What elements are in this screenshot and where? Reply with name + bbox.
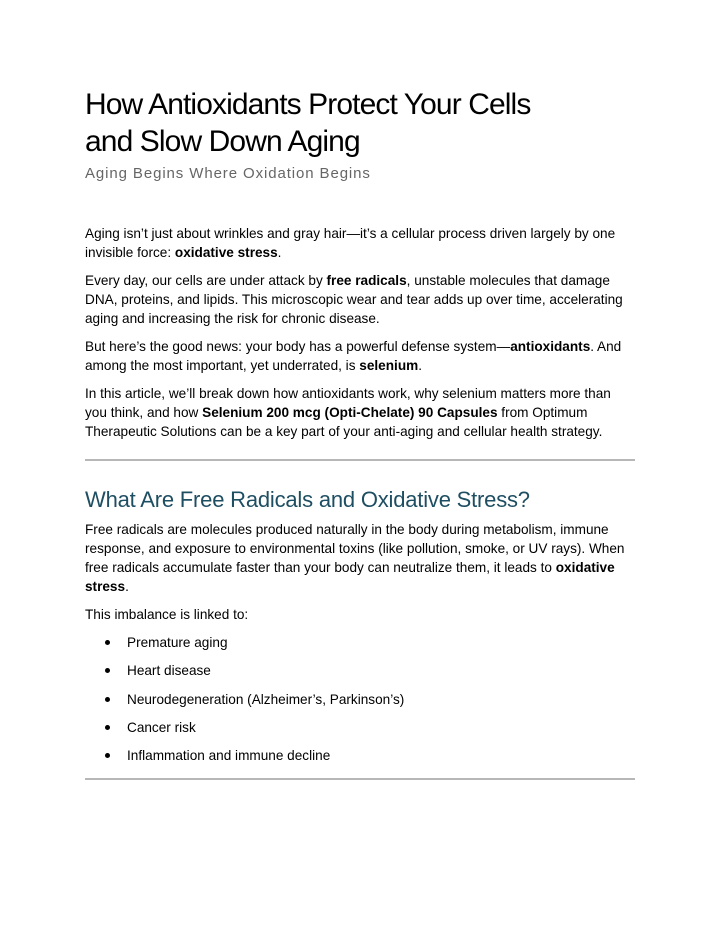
section-heading: What Are Free Radicals and Oxidative Stress? [85,487,530,512]
bullet-dot-icon [105,640,110,645]
bullet-list [85,633,635,765]
list-item: Cancer risk [85,718,635,737]
article-subtitle: Aging Begins Where Oxidation Begins [85,165,371,182]
intro-paragraph-2: Every day, our cells are under attack by free radicals, unstable molecules that damage DNA, proteins, and lipids. This microscopic wear and tear adds up over time, accelerating aging and increasing the risk for chronic disease. [85,273,623,326]
list-item: Inflammation and immune decline [85,746,635,765]
bold-term: oxidative stress [85,560,615,594]
bold-term: free radicals [326,273,407,288]
bold-product-name: Selenium 200 mcg (Opti-Chelate) 90 Capsules [202,405,498,420]
list-item: Premature aging [85,633,635,652]
article-title [85,86,635,160]
bold-term: selenium [359,358,419,373]
bullet-dot-icon [105,725,110,730]
section-paragraph-1: Free radicals are molecules produced naturally in the body during metabolism, immune response, and exposure to environmental toxins (like pollution, smoke, or UV rays). When free radicals accumulate faster than your body can neutralize them, it leads to oxidative stress. [85,522,625,594]
section-paragraph-2: This imbalance is linked to: [85,607,249,622]
section-divider [85,778,635,780]
article-body [85,86,635,780]
bold-term: antioxidants [510,339,591,354]
bold-term: oxidative stress [174,245,278,260]
title-line-1: How Antioxidants Protect Your Cells [85,88,531,121]
bullet-dot-icon [105,697,110,702]
title-line-2: and Slow Down Aging [85,125,360,158]
bullet-dot-icon [105,668,110,673]
intro-paragraph-3: But here’s the good news: your body has a powerful defense system—antioxidants. And among the most important, yet underrated, is selenium. [85,339,622,373]
bullet-dot-icon [105,753,110,758]
intro-paragraph-1: Aging isn’t just about wrinkles and gray hair—it’s a cellular process driven largely by one invisible force: oxidative stress. [85,226,616,260]
list-item: Heart disease [85,661,635,680]
intro-paragraph-4: In this article, we’ll break down how antioxidants work, why selenium matters more than you think, and how Selenium 200 mcg (Opti-Chelate) 90 Capsules from Optimum Therapeutic Solutions can be a key part of your anti-aging and cellular health strategy. [85,386,611,439]
section-divider [85,459,635,461]
list-item: Neurodegeneration (Alzheimer’s, Parkinson’s) [85,690,635,709]
